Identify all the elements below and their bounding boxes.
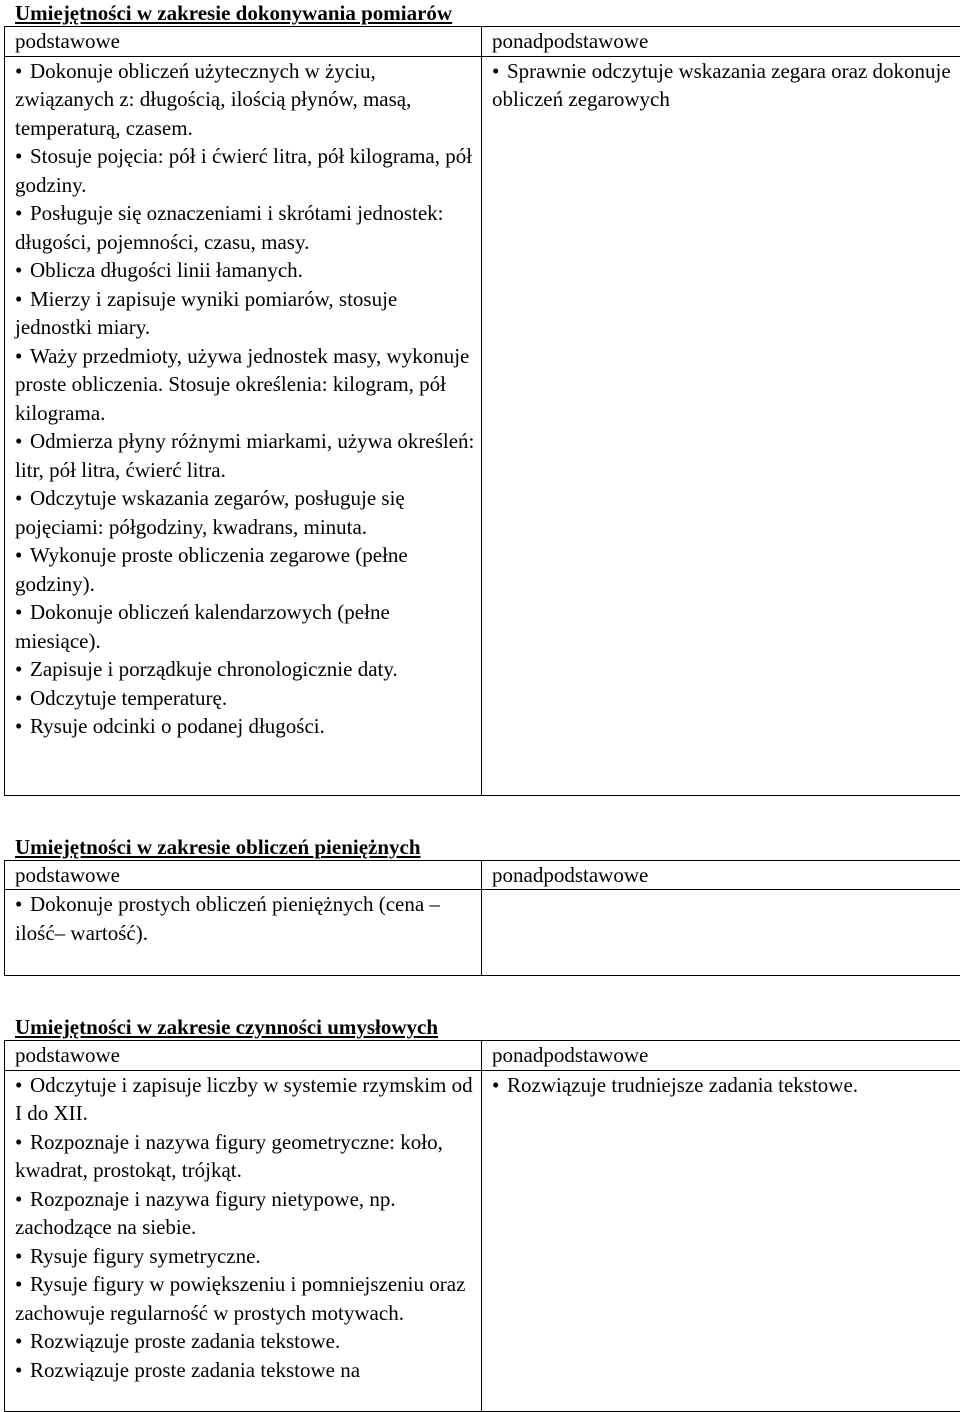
bullet-icon: •: [15, 1185, 30, 1214]
list-item: [15, 484, 475, 541]
advanced-skills-cell: [482, 1070, 960, 1411]
bullet-icon: •: [15, 484, 30, 513]
list-item: [15, 57, 475, 143]
list-item-text: Rozpoznaje i nazywa figury nietypowe, np. zachodzące na siebie.: [15, 1187, 396, 1240]
advanced-skills-cell: [482, 890, 960, 976]
document-page: [4, 0, 959, 1412]
list-item: [15, 541, 475, 598]
bullet-icon: •: [15, 199, 30, 228]
skills-table: [4, 1040, 960, 1412]
list-item: [15, 427, 475, 484]
bullet-icon: •: [15, 1270, 30, 1299]
basic-skills-cell: [5, 56, 482, 795]
list-item: [15, 655, 475, 684]
bullet-icon: •: [15, 890, 30, 919]
advanced-skills-list: [492, 1071, 960, 1100]
basic-skills-list: [15, 57, 475, 741]
list-item-text: Sprawnie odczytuje wskazania zegara oraz dokonuje obliczeń zegarowych: [492, 59, 951, 112]
column-header-advanced: ponadpodstawowe: [482, 27, 960, 57]
bullet-icon: •: [15, 684, 30, 713]
list-item-text: Odczytuje wskazania zegarów, posługuje się pojęciami: półgodziny, kwadrans, minuta.: [15, 486, 405, 539]
list-item-text: Waży przedmioty, używa jednostek masy, wykonuje proste obliczenia. Stosuje określenia: kilogram, pół kilograma.: [15, 344, 469, 425]
list-item: [15, 684, 475, 713]
list-item-text: Rozwiązuje proste zadania tekstowe na: [30, 1358, 360, 1382]
bullet-icon: •: [15, 541, 30, 570]
column-header-advanced: ponadpodstawowe: [482, 860, 960, 890]
list-item: [15, 256, 475, 285]
list-item: [15, 142, 475, 199]
list-item: [15, 712, 475, 741]
list-item: [15, 199, 475, 256]
advanced-skills-cell: [482, 56, 960, 795]
column-header-basic: podstawowe: [5, 1041, 482, 1071]
list-item-text: Rozwiązuje proste zadania tekstowe.: [30, 1329, 340, 1353]
list-item-text: Dokonuje prostych obliczeń pieniężnych (cena – ilość– wartość).: [15, 892, 440, 945]
bullet-icon: •: [15, 427, 30, 456]
skills-table: [4, 26, 960, 796]
list-item-text: Oblicza długości linii łamanych.: [30, 258, 303, 282]
bullet-icon: •: [15, 256, 30, 285]
list-item: [15, 1185, 475, 1242]
list-item-text: Rysuje figury w powiększeniu i pomniejszeniu oraz zachowuje regularność w prostych motywach.: [15, 1272, 465, 1325]
bullet-icon: •: [15, 712, 30, 741]
bullet-icon: •: [15, 1128, 30, 1157]
basic-skills-cell: [5, 1070, 482, 1411]
list-item: [15, 285, 475, 342]
bullet-icon: •: [15, 1242, 30, 1271]
list-item-text: Stosuje pojęcia: pół i ćwierć litra, pół kilograma, pół godziny.: [15, 144, 472, 197]
bullet-icon: •: [15, 57, 30, 86]
list-item: [15, 1327, 475, 1356]
section-measurements: [4, 0, 959, 796]
section-money: [4, 834, 959, 977]
basic-skills-list: [15, 1071, 475, 1385]
list-item: [15, 1356, 475, 1385]
bullet-icon: •: [492, 1071, 507, 1100]
section-title: Umiejętności w zakresie obliczeń pieniężnych: [4, 834, 959, 860]
section-title: Umiejętności w zakresie czynności umysłowych: [4, 1014, 959, 1040]
list-item-text: Rozpoznaje i nazywa figury geometryczne: koło, kwadrat, prostokąt, trójkąt.: [15, 1130, 443, 1183]
advanced-skills-list: [492, 57, 960, 114]
list-item-text: Posługuje się oznaczeniami i skrótami jednostek: długości, pojemności, czasu, masy.: [15, 201, 444, 254]
bullet-icon: •: [15, 1071, 30, 1100]
list-item-text: Rysuje figury symetryczne.: [30, 1244, 261, 1268]
list-item-text: Wykonuje proste obliczenia zegarowe (pełne godziny).: [15, 543, 408, 596]
list-item: [15, 598, 475, 655]
list-item: [492, 57, 960, 114]
list-item: [492, 1071, 960, 1100]
bullet-icon: •: [15, 655, 30, 684]
bullet-icon: •: [15, 1327, 30, 1356]
list-item-text: Odczytuje temperaturę.: [30, 686, 227, 710]
list-item: [15, 1270, 475, 1327]
bullet-icon: •: [492, 57, 507, 86]
list-item-text: Dokonuje obliczeń użytecznych w życiu, związanych z: długością, ilością płynów, masą, temperaturą, czasem.: [15, 59, 411, 140]
bullet-icon: •: [15, 142, 30, 171]
list-item-text: Dokonuje obliczeń kalendarzowych (pełne miesiące).: [15, 600, 390, 653]
skills-table: [4, 860, 960, 977]
list-item-text: Zapisuje i porządkuje chronologicznie daty.: [30, 657, 398, 681]
bullet-icon: •: [15, 342, 30, 371]
list-item-text: Odczytuje i zapisuje liczby w systemie rzymskim od I do XII.: [15, 1073, 473, 1126]
list-item-text: Mierzy i zapisuje wyniki pomiarów, stosuje jednostki miary.: [15, 287, 397, 340]
list-item: [15, 890, 475, 947]
list-item: [15, 342, 475, 428]
column-header-basic: podstawowe: [5, 860, 482, 890]
basic-skills-cell: [5, 890, 482, 976]
list-item: [15, 1071, 475, 1128]
list-item-text: Odmierza płyny różnymi miarkami, używa określeń: litr, pół litra, ćwierć litra.: [15, 429, 474, 482]
list-item-text: Rysuje odcinki o podanej długości.: [30, 714, 325, 738]
bullet-icon: •: [15, 1356, 30, 1385]
list-item: [15, 1128, 475, 1185]
section-title: Umiejętności w zakresie dokonywania pomiarów: [4, 0, 959, 26]
column-header-basic: podstawowe: [5, 27, 482, 57]
basic-skills-list: [15, 890, 475, 947]
list-item-text: Rozwiązuje trudniejsze zadania tekstowe.: [507, 1073, 858, 1097]
bullet-icon: •: [15, 598, 30, 627]
column-header-advanced: ponadpodstawowe: [482, 1041, 960, 1071]
bullet-icon: •: [15, 285, 30, 314]
section-mental-skills: [4, 1014, 959, 1412]
list-item: [15, 1242, 475, 1271]
